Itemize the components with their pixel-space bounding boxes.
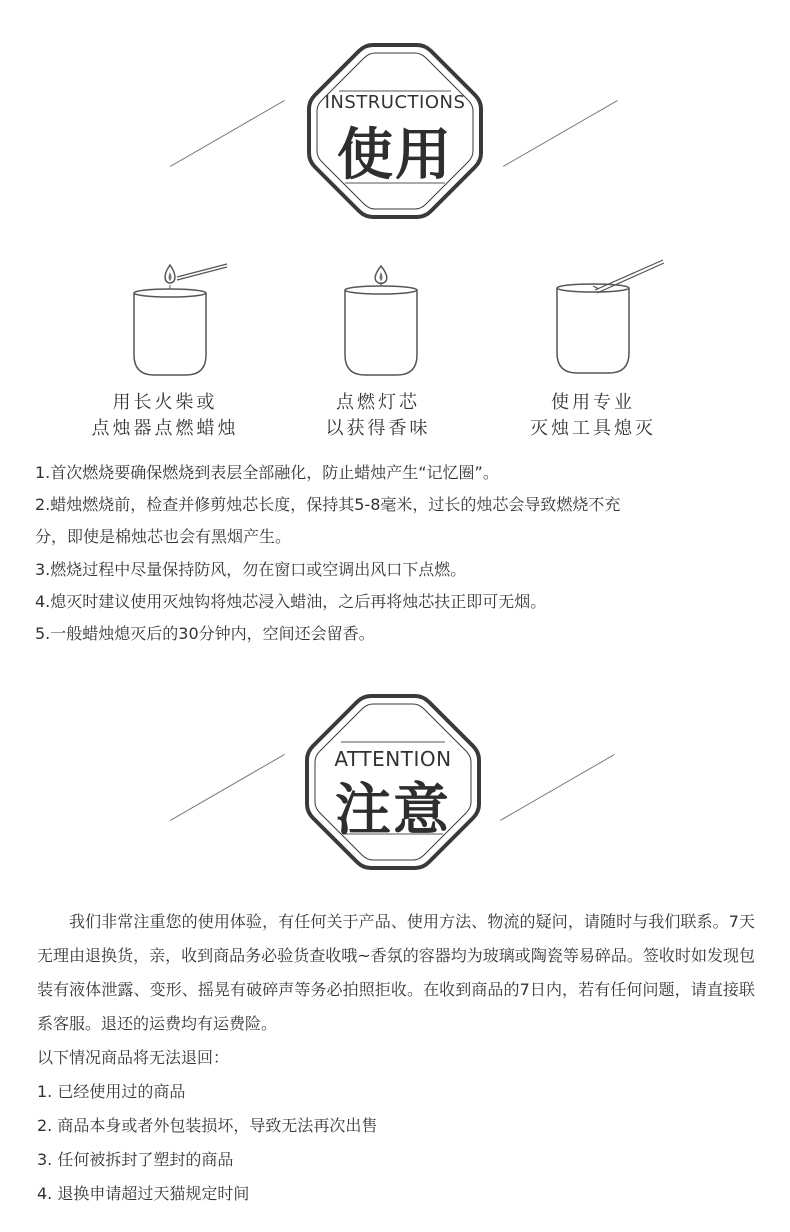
divider-line-left-2 [170,754,285,821]
step-1-label [45,390,285,442]
attention-paragraph: 我们非常注重您的使用体验，有任何关于产品、使用方法、物流的疑问，请随时与我们联系。7天无理由退换货，亲，收到商品务必验货查收哦~香氛的容器均为玻璃或陶瓷等易碎品。签收时如发现包装有液体泄露、变形、摇晃有破碎声等务必拍照拒收。在收到商品的7日内，若有任何问题，请直接联系客服。退还的运费均有运费险。 [37,912,755,1033]
rule-2-cont: 分，即使是棉烛芯也会有黑烟产生。 [35,527,292,546]
list-item-4: 4. 退换申请超过天猫规定时间 [37,1184,250,1203]
list-intro: 以下情况商品将无法退回： [37,1048,230,1067]
divider-line-right-2 [500,754,615,821]
list-item-3: 3. 任何被拆封了塑封的商品 [37,1150,234,1169]
step-2-label [258,390,498,442]
badge-title-en: INSTRUCTIONS [324,92,466,113]
divider-line-left [170,100,285,167]
step-1-line-1: 用长火柴或 [112,392,218,413]
badge-title-en: ATTENTION [334,747,452,771]
step-2-line-2: 以获得香味 [325,418,431,439]
rule-3: 3.燃烧过程中尽量保持防风，勿在窗口或空调出风口下点燃。 [35,560,467,579]
attention-badge [303,692,483,872]
step-1-line-2: 点烛器点燃蜡烛 [91,418,239,439]
rule-1: 1.首次燃烧要确保燃烧到表层全部融化，防止蜡烛产生“记忆圈”。 [35,463,499,482]
rule-5: 5.一般蜡烛熄灭后的30分钟内，空间还会留香。 [35,624,375,643]
badge-title-cn: 使用 [337,122,453,188]
candle-flame-icon [322,262,442,387]
divider-line-right [503,100,618,167]
step-3-line-1: 使用专业 [551,392,635,413]
badge-title-cn: 注意 [335,777,451,843]
rule-2: 2.蜡烛燃烧前，检查并修剪烛芯长度，保持其5-8毫米，过长的烛芯会导致燃烧不充 [35,495,621,514]
step-2-line-1: 点燃灯芯 [336,392,420,413]
instructions-badge [305,41,485,221]
rule-4: 4.熄灭时建议使用灭烛钩将烛芯浸入蜡油，之后再将烛芯扶正即可无烟。 [35,592,547,611]
list-item-1: 1. 已经使用过的商品 [37,1082,186,1101]
step-3-line-2: 灭烛工具熄灭 [530,418,656,439]
candle-snuffer-icon [537,255,667,380]
candle-match-icon [115,255,235,380]
list-item-2: 2. 商品本身或者外包装损坏，导致无法再次出售 [37,1116,378,1135]
step-3-label [473,390,713,442]
